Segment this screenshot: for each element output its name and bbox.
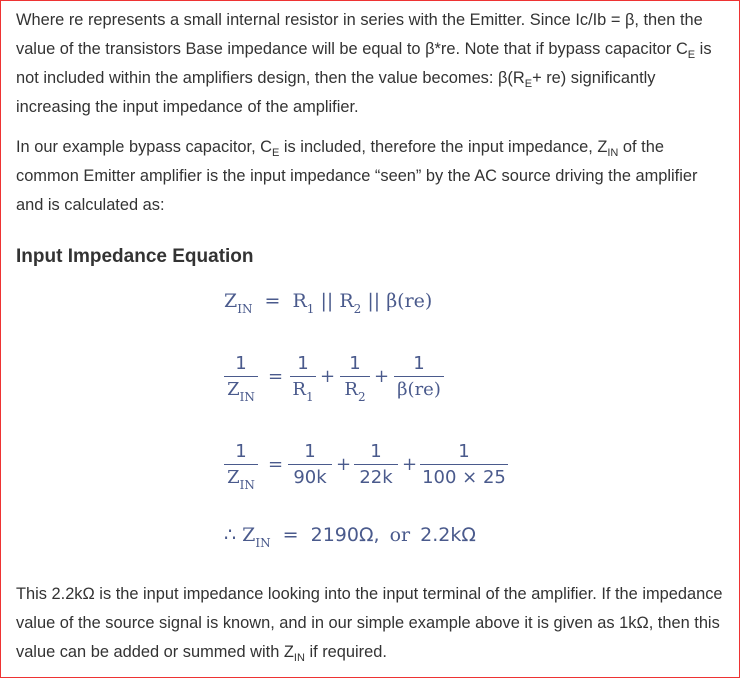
article-body — [16, 6, 728, 231]
equation-reciprocal-symbolic: 1 $Z_{IN}$ = 1 $R_1$ + 1 $R_2$ + 1 β(re) — [0, 352, 742, 412]
paragraph-base-impedance: Where re represents a small internal resistor in series with the Emitter. Since Ic/Ib = β, then the value of the transistors Base impedance will be equal to β*re. Note that if bypass capacitor $C_E$ is not included within the amplifiers design, then the value becomes: $\beta(R_E+ re)$ significantly increasing the input impedance of the amplifier. — [16, 11, 712, 116]
fraction-beta-re: 1 β(re) — [394, 352, 444, 403]
paragraph-conclusion: This 2.2kΩ is the input impedance looking into the input terminal of the amplifier. If the impedance value of the source signal is known, and in our simple example above it is given as 1kΩ, then this value can be added or summed with $Z_{IN}$ if required. — [16, 585, 723, 664]
equation-reciprocal-numeric: 1 $Z_{IN}$ = 1 90k + 1 22k + 1 100 × 25 — [0, 440, 742, 500]
equation-result: ∴ $Z_{IN} = 2190\Omega$, or 2.2kΩ — [224, 524, 476, 550]
paragraph-input-impedance: In our example bypass capacitor, $C_E$ is included, therefore the input impedance, $Z_{IN}$ of the common Emitter amplifier is the input impedance “seen” by the AC source driving the amplifier and is calculated as: — [16, 138, 698, 214]
fraction-r2: 1 $R_2$ — [340, 352, 370, 403]
fraction-22k: 1 22k — [354, 440, 398, 491]
equation-zin-parallel: $Z_{IN} = R_1$ || $R_2$ || β(re) — [224, 290, 433, 316]
section-heading: Input Impedance Equation — [16, 246, 254, 267]
fraction-90k: 1 90k — [288, 440, 332, 491]
fraction-lhs: 1 $Z_{IN}$ — [224, 440, 258, 491]
fraction-lhs: 1 $Z_{IN}$ — [224, 352, 258, 403]
fraction-100x25: 1 100 × 25 — [420, 440, 508, 491]
fraction-r1: 1 $R_1$ — [290, 352, 316, 403]
